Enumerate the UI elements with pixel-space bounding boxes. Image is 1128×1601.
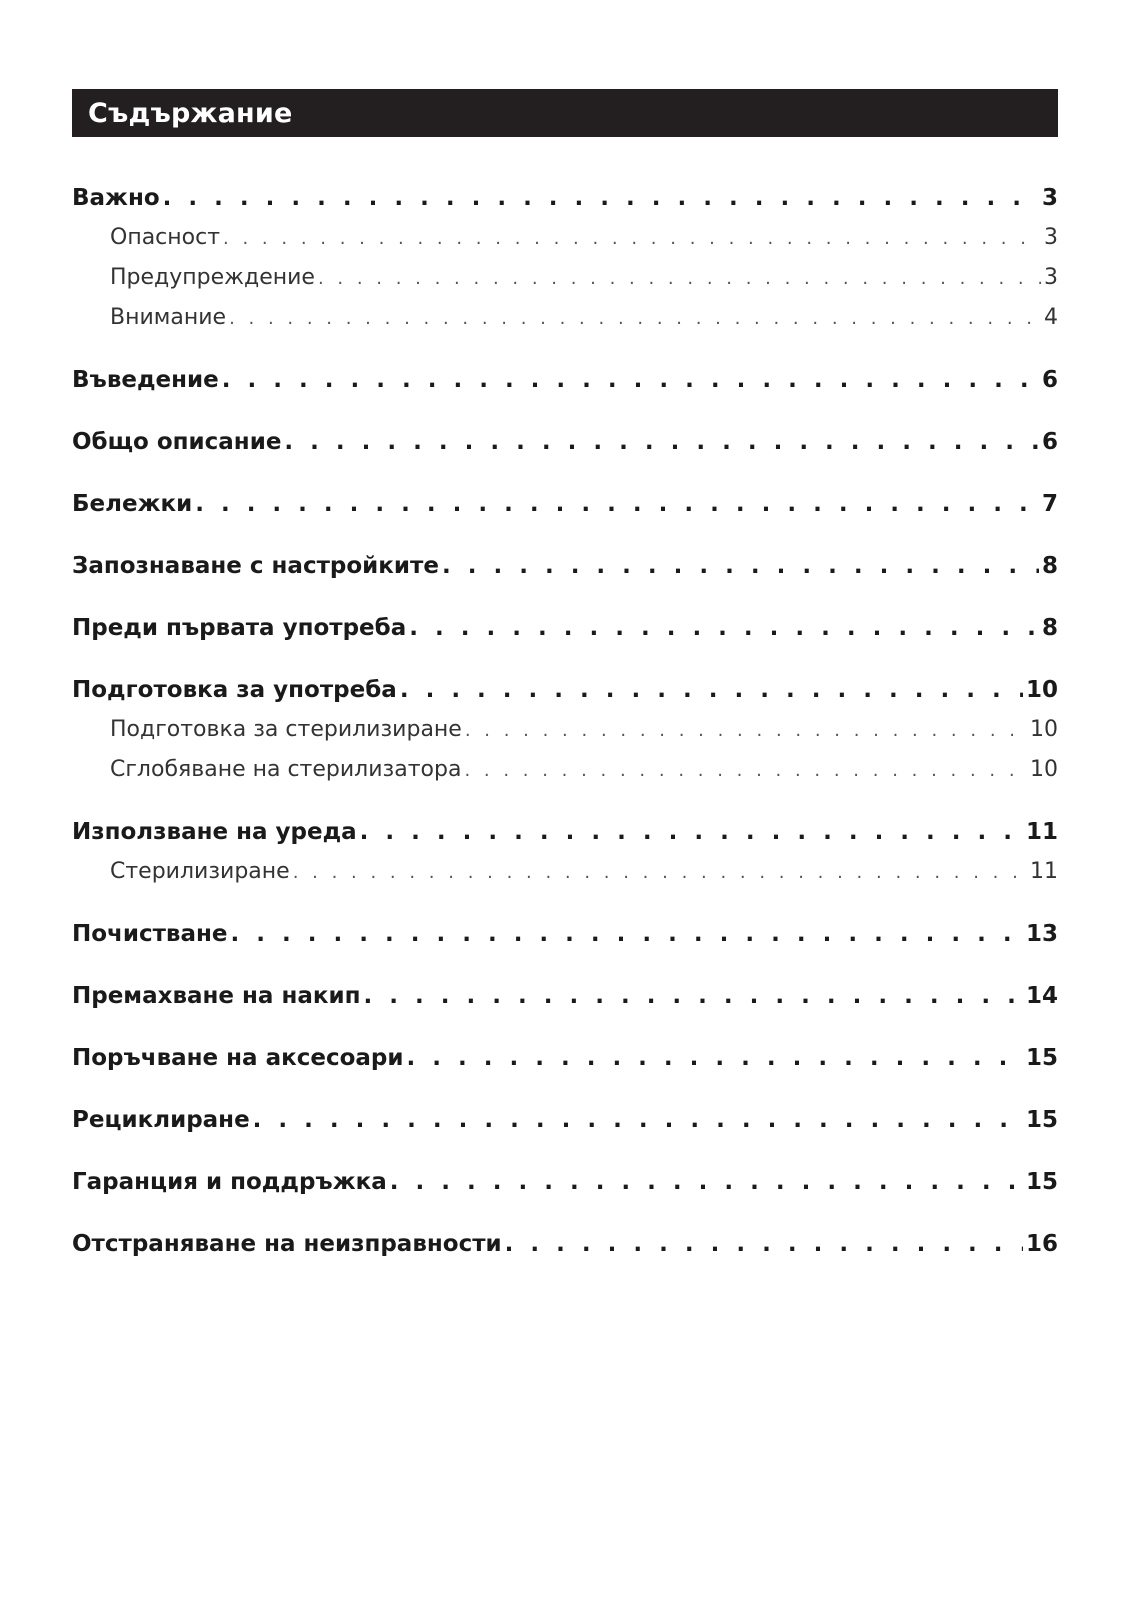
- dot-leader: [400, 670, 1023, 710]
- toc-subentry[interactable]: [72, 710, 1058, 750]
- toc-entry[interactable]: [72, 360, 1058, 400]
- toc-subentry-title: Стерилизиране: [110, 859, 290, 884]
- toc-group: [72, 1162, 1058, 1202]
- dot-leader: [231, 914, 1023, 954]
- table-of-contents: [72, 178, 1058, 1286]
- toc-heading-bar: [72, 89, 1058, 137]
- dot-leader: [293, 853, 1027, 892]
- toc-entry[interactable]: [72, 1224, 1058, 1264]
- dot-leader: [318, 259, 1041, 298]
- toc-entry[interactable]: [72, 1162, 1058, 1202]
- toc-entry-page: 13: [1025, 921, 1058, 947]
- toc-subentry-title: Опасност: [110, 225, 221, 250]
- dot-leader: [406, 1038, 1023, 1078]
- toc-entry-title: Важно: [72, 185, 160, 211]
- toc-entry[interactable]: [72, 422, 1058, 462]
- dot-leader: [229, 299, 1041, 338]
- toc-entry[interactable]: [72, 976, 1058, 1016]
- toc-group: [72, 670, 1058, 790]
- toc-subentry[interactable]: [72, 750, 1058, 790]
- toc-entry-page: 8: [1041, 553, 1058, 579]
- toc-entry-title: Въведение: [72, 367, 219, 393]
- toc-subentry[interactable]: [72, 852, 1058, 892]
- toc-subentry[interactable]: [72, 298, 1058, 338]
- dot-leader: [505, 1224, 1023, 1264]
- dot-leader: [195, 484, 1039, 524]
- toc-entry-title: Рециклиране: [72, 1107, 250, 1133]
- dot-leader: [442, 546, 1039, 586]
- toc-entry-page: 15: [1025, 1107, 1058, 1133]
- toc-entry-title: Отстраняване на неизправности: [72, 1231, 502, 1257]
- toc-subentry-page: 3: [1044, 265, 1058, 290]
- toc-subentry-page: 4: [1044, 305, 1058, 330]
- toc-subentry[interactable]: [72, 218, 1058, 258]
- toc-entry-title: Гаранция и поддръжка: [72, 1169, 387, 1195]
- toc-group: [72, 422, 1058, 462]
- dot-leader: [163, 178, 1039, 218]
- toc-entry-page: 10: [1025, 677, 1058, 703]
- toc-subentry-title: Сглобяване на стерилизатора: [110, 757, 462, 782]
- toc-subentry-page: 10: [1030, 717, 1058, 742]
- toc-entry-page: 15: [1025, 1045, 1058, 1071]
- toc-entry-title: Бележки: [72, 491, 193, 517]
- dot-leader: [222, 360, 1039, 400]
- toc-group: [72, 1038, 1058, 1078]
- toc-entry-title: Подготовка за употреба: [72, 677, 397, 703]
- dot-leader: [390, 1162, 1023, 1202]
- dot-leader: [223, 219, 1041, 258]
- toc-entry-page: 6: [1041, 429, 1058, 455]
- dot-leader: [364, 976, 1023, 1016]
- toc-subentry-page: 10: [1030, 757, 1058, 782]
- toc-subentry-title: Подготовка за стерилизиране: [110, 717, 462, 742]
- dot-leader: [464, 751, 1027, 790]
- toc-subentry-title: Внимание: [110, 305, 227, 330]
- toc-group: [72, 976, 1058, 1016]
- dot-leader: [465, 711, 1027, 750]
- toc-entry-page: 15: [1025, 1169, 1058, 1195]
- toc-entry-page: 3: [1041, 185, 1058, 211]
- toc-entry-title: Общо описание: [72, 429, 282, 455]
- toc-entry[interactable]: [72, 546, 1058, 586]
- toc-group: [72, 1100, 1058, 1140]
- toc-entry-title: Почистване: [72, 921, 228, 947]
- dot-leader: [284, 422, 1039, 462]
- toc-entry[interactable]: [72, 1038, 1058, 1078]
- toc-group: [72, 178, 1058, 338]
- page-title: Съдържание: [88, 97, 293, 129]
- toc-entry[interactable]: [72, 914, 1058, 954]
- toc-group: [72, 608, 1058, 648]
- toc-group: [72, 812, 1058, 892]
- dot-leader: [409, 608, 1039, 648]
- toc-entry-page: 7: [1041, 491, 1058, 517]
- toc-entry[interactable]: [72, 608, 1058, 648]
- toc-entry-page: 16: [1025, 1231, 1058, 1257]
- toc-entry-title: Използване на уреда: [72, 819, 357, 845]
- toc-entry[interactable]: [72, 484, 1058, 524]
- toc-group: [72, 1224, 1058, 1264]
- toc-entry-page: 8: [1041, 615, 1058, 641]
- toc-entry[interactable]: [72, 178, 1058, 218]
- toc-entry-page: 11: [1025, 819, 1058, 845]
- toc-group: [72, 914, 1058, 954]
- toc-group: [72, 484, 1058, 524]
- dot-leader: [253, 1100, 1023, 1140]
- toc-subentry-page: 11: [1030, 859, 1058, 884]
- toc-entry[interactable]: [72, 670, 1058, 710]
- toc-entry-page: 6: [1041, 367, 1058, 393]
- toc-entry[interactable]: [72, 812, 1058, 852]
- toc-subentry[interactable]: [72, 258, 1058, 298]
- toc-subentry-title: Предупреждение: [110, 265, 315, 290]
- toc-group: [72, 360, 1058, 400]
- toc-entry-title: Преди първата употреба: [72, 615, 407, 641]
- toc-entry-page: 14: [1025, 983, 1058, 1009]
- toc-subentry-page: 3: [1044, 225, 1058, 250]
- toc-entry-title: Запознаване с настройките: [72, 553, 439, 579]
- dot-leader: [360, 812, 1023, 852]
- toc-entry-title: Премахване на накип: [72, 983, 361, 1009]
- toc-group: [72, 546, 1058, 586]
- toc-entry-title: Поръчване на аксесоари: [72, 1045, 404, 1071]
- toc-entry[interactable]: [72, 1100, 1058, 1140]
